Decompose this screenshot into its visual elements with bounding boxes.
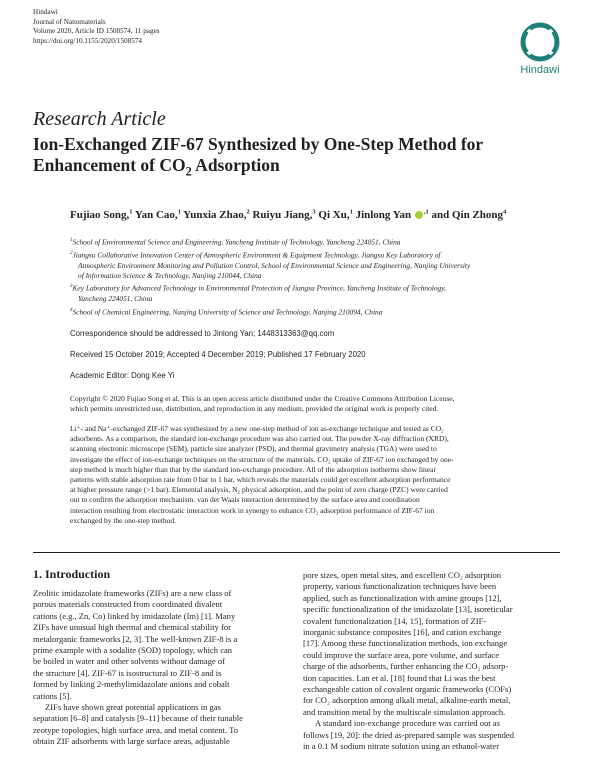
author[interactable]: and Qin Zhong$^4$ [431, 208, 507, 221]
title-line-1: Ion-Exchanged ZIF-67 Synthesized by One-Step Method for [33, 134, 484, 154]
section-heading: 1. Introduction [33, 567, 111, 581]
journal-meta [33, 8, 160, 46]
publisher-name: Hindawi [33, 8, 58, 16]
orcid-icon[interactable] [415, 211, 423, 219]
author[interactable]: Yan Cao,$^1$ [134, 208, 181, 221]
academic-editor: Academic Editor: Dong Kee Yi [70, 371, 175, 380]
author[interactable]: Ruiyu Jiang,$^3$ [252, 208, 316, 221]
logo-wordmark: Hindawi [520, 64, 560, 76]
affiliation-1: $^1$School of Environmental Science and Engineering, Yancheng Institute of Technology, Yancheng 224051, China [70, 237, 401, 247]
right-column-text: pore sizes, open metal sites, and excellent CO₂ adsorption property, various functionalization techniques have been applied, such as functionalization with amine groups [12], specific functionalization of the imidazolate [13], isoreticular covalent functionalization [14, 15], formation of ZIF- inorganic substance composites [16], and cation exchange [17]. Among these functionalization methods, ion exchange could improve the surface area, pore volume, and surface charge of the adsorbents, further enhancing the CO₂ adsorp- tion capacities. Lan et al. [18] found that Li was the best exchangeable cation of covalent organic frameworks (COFs) for CO₂ adsorption among alkali metal, alkaline-earth metal, and transition metal by the multiscale simulation approach. A standard ion-exchange procedure was carried out as follows [19, 20]: the dried as-prepared sample was suspended in a 0.1 M sodium nitrate solution using an ethanol-water [303, 570, 515, 752]
author[interactable]: Jinlong Yan $^{,1}$ [355, 208, 429, 221]
copyright-notice: Copyright © 2020 Fujiao Song et al. This is an open access article distributed under the Creative Commons Attribution License, which permits unrestricted use, distribution, and reproduction in any medium, provided the original work is properly cited. [70, 394, 455, 414]
journal-name: Journal of Nanomaterials [33, 17, 106, 26]
author[interactable]: Qi Xu,$^1$ [318, 208, 353, 221]
title-line-2: Enhancement of $CO_2$ Adsorption [33, 155, 280, 179]
volume-line: Volume 2020, Article ID 1508574, 11 pages [33, 27, 160, 36]
affiliation-4: $^4$School of Chemical Engineering, Nanjing University of Science and Technology, Nanjing 210094, China [70, 307, 383, 317]
publication-dates: Received 15 October 2019; Accepted 4 December 2019; Published 17 February 2020 [70, 350, 366, 359]
left-column-text: Zeolitic imidazolate frameworks (ZIFs) are a new class of porous materials constructed from coordinated divalent cations (e.g., Zn, Co) linked by imidazolate (Im) [1]. Many ZIFs have unusual high thermal and chemical stability for metalorganic frameworks [2, 3]. The well-known ZIF-8 is a prime example with a sodalite (SOD) topology, which can be boiled in water and other solvents without damage of the structure [4]. ZIF-67 is isostructural to ZIF-8 and is formed by linking 2-methylimidazolate anions and cobalt cations [5]. ZIFs have shown great potential applications in gas separation [6–8] and catalysis [9–11] because of their tunable zeotype topologies, high surface area, and metal content. To obtain ZIF adsorbents with large surface areas, adjustable [33, 588, 243, 747]
abstract: Li⁺- and Na⁺-exchanged ZIF-67 was synthesized by a new one-step method of ion as-exchange technique and tested as CO₂ adsorbents. As a comparison, the standard ion-exchange procedure was also carried out. The powder X-ray diffraction (XRD), scanning electronic microscope (SEM), particle size analyzer (PSD), and thermal gravimetry analysis (TGA) were used to investigate the effect of ion-exchange techniques on the structure of the materials. CO₂ uptake of ZIF-67 ion exchanged by one- step method is much higher than that by the standard ion-exchange procedure. All of the adsorption isotherms show linear patterns with stable adsorption rate from 0 bar to 1 bar, which reveals the materials could get excellent adsorption performance at higher pressure range (>1 bar). Elemental analysis, N₂ physical adsorption, and the point of zero charge (PZC) were carried out to confirm the adsorption mechanism. van der Waals interaction determined by the surface area and coordination interaction resulting from electrostatic interaction work in synergy to enhance CO₂ adsorption performance of ZIF-67 ion exchanged by the one-step method. [70, 424, 454, 525]
author[interactable]: Fujiao Song,$^1$ [70, 208, 133, 221]
author-list [70, 208, 570, 221]
article-title [33, 134, 553, 183]
affiliation-3: $^3$Key Laboratory for Advanced Technology in Environmental Protection of Jiangsu Province, Yancheng Institute of Technology, Yancheng 224051, China [70, 283, 446, 303]
doi-link[interactable]: https://doi.org/10.1155/2020/1508574 [33, 36, 143, 45]
section-divider [33, 552, 560, 553]
correspondence: Correspondence should be addressed to Jinlong Yan; 1448313363@qq.com [70, 329, 335, 338]
affiliation-2: $^2$Jiangsu Collaborative Innovation Center of Atmospheric Environment & Equipment Technology, Jiangsu Key Laboratory of Atmospheric Environment Monitoring and Pollution Control, School of Environmental Science and Engineering, Nanjing University of Information Science & Technology, Nanjing 210044, China [70, 250, 471, 280]
article-type: Research Article [33, 108, 166, 130]
author[interactable]: Yunxia Zhao,$^2$ [183, 208, 250, 221]
